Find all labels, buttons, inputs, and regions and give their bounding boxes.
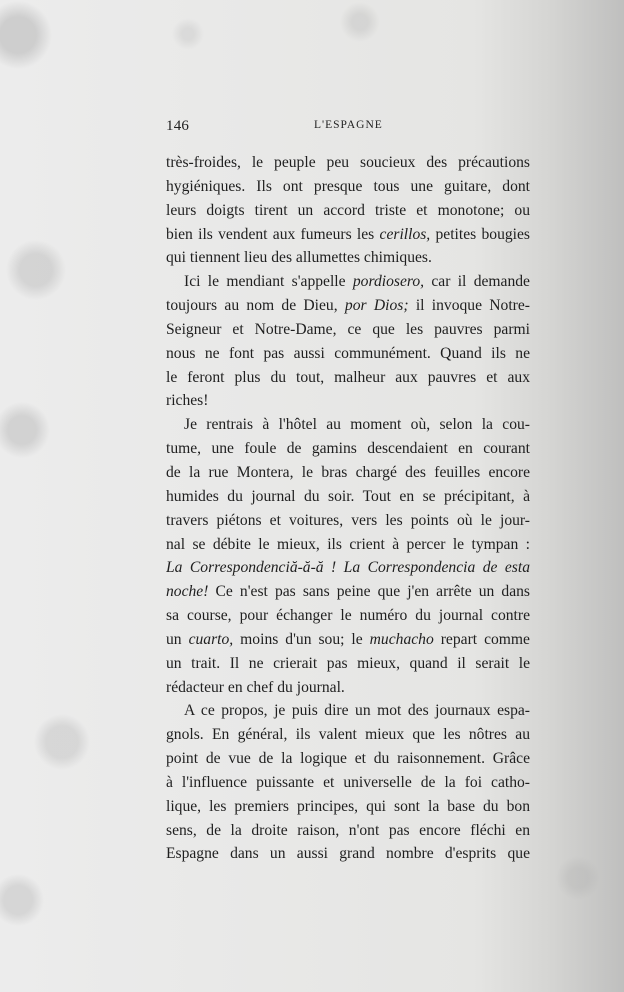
line-fragment: à l'influence puissante et universelle de la foi catho-: [166, 773, 530, 791]
line-fragment: le feront plus du tout, malheur aux pauvres et aux: [166, 368, 530, 386]
line-fragment: travers piétons et voitures, vers les points où le jour-: [166, 511, 530, 529]
text-line: [166, 628, 530, 652]
page-header: [166, 118, 530, 138]
line-fragment: car il demande: [424, 273, 530, 291]
line-fragment: sens, de la droite raison, n'ont pas encore fléchi en: [166, 821, 530, 839]
text-line: [166, 151, 530, 175]
text-line: [166, 413, 530, 437]
text-line: [166, 485, 530, 509]
text-line: [166, 604, 530, 628]
italic-text: La Correspondenciă-ă-ă ! La Correspondencia de esta: [166, 559, 530, 577]
text-line: [166, 580, 530, 604]
line-fragment: de la rue Montera, le bras chargé des feuilles encore: [166, 463, 530, 481]
line-fragment: gnols. En général, ils valent mieux que les nôtres au: [166, 726, 530, 744]
line-fragment: repart comme: [433, 630, 530, 648]
line-fragment: point de vue de la logique et du raisonnement. Grâce: [166, 750, 530, 768]
italic-text: cuarto,: [188, 630, 234, 648]
line-fragment: Je rentrais à l'hôtel au moment où, selon la cou-: [184, 416, 530, 434]
line-fragment: nal se débite le mieux, ils crient à percer le tympan :: [166, 535, 530, 553]
text-line: [166, 723, 530, 747]
line-fragment: Ici le mendiant s'appelle: [184, 273, 353, 291]
text-line: [166, 437, 530, 461]
line-fragment: rédacteur en chef du journal.: [166, 678, 345, 696]
text-line: [166, 461, 530, 485]
line-fragment: nous ne font pas aussi communément. Quand ils ne: [166, 344, 530, 362]
line-fragment: tume, une foule de gamins descendaient en courant: [166, 440, 530, 458]
line-fragment: Espagne dans un aussi grand nombre d'esprits que: [166, 845, 530, 863]
text-line: [166, 270, 530, 294]
text-line: [166, 747, 530, 771]
text-line: [166, 676, 530, 700]
italic-text: muchacho: [369, 630, 434, 648]
line-fragment: toujours au nom de Dieu,: [166, 297, 345, 315]
line-fragment: lique, les premiers principes, qui sont la base du bon: [166, 797, 530, 815]
italic-text: cerillos,: [379, 225, 431, 243]
page-number: 146: [166, 118, 190, 134]
line-fragment: leurs doigts tirent un accord triste et monotone; ou: [166, 201, 530, 219]
text-line: [166, 389, 530, 413]
text-line: [166, 294, 530, 318]
text-line: [166, 699, 530, 723]
text-line: [166, 771, 530, 795]
text-line: [166, 199, 530, 223]
line-fragment: Seigneur et Notre-Dame, ce que les pauvres parmi: [166, 320, 530, 338]
text-line: [166, 509, 530, 533]
text-line: [166, 842, 530, 866]
line-fragment: petites bougies: [430, 225, 530, 243]
line-fragment: riches!: [166, 392, 209, 410]
body-text: [166, 151, 530, 866]
line-fragment: qui tiennent lieu des allumettes chimiques.: [166, 249, 432, 267]
text-line: [166, 652, 530, 676]
text-line: [166, 246, 530, 270]
line-fragment: très-froides, le peuple peu soucieux des précautions: [166, 154, 530, 171]
line-fragment: il invoque Notre-: [408, 297, 530, 315]
line-fragment: un: [166, 630, 189, 648]
line-fragment: moins d'un sou; le: [233, 630, 370, 648]
text-line: [166, 175, 530, 199]
text-line: [166, 318, 530, 342]
text-line: [166, 223, 530, 247]
text-line: [166, 795, 530, 819]
italic-text: pordiosero,: [352, 273, 425, 291]
line-fragment: A ce propos, je puis dire un mot des journaux espa-: [184, 702, 530, 720]
text-line: [166, 556, 530, 580]
line-fragment: hygiéniques. Ils ont presque tous une guitare, dont: [166, 177, 530, 195]
line-fragment: bien ils vendent aux fumeurs les: [166, 225, 380, 243]
text-line: [166, 366, 530, 390]
italic-text: noche!: [166, 583, 209, 601]
line-fragment: un trait. Il ne crierait pas mieux, quand il serait le: [166, 654, 530, 672]
text-line: [166, 342, 530, 366]
text-line: [166, 533, 530, 557]
text-line: [166, 819, 530, 843]
line-fragment: sa course, pour échanger le numéro du journal contre: [166, 607, 530, 625]
running-head: L'ESPAGNE: [314, 119, 383, 131]
line-fragment: humides du journal du soir. Tout en se précipitant, à: [166, 487, 530, 505]
line-fragment: Ce n'est pas sans peine que j'en arrête un dans: [208, 583, 530, 601]
italic-text: por Dios;: [344, 297, 409, 315]
